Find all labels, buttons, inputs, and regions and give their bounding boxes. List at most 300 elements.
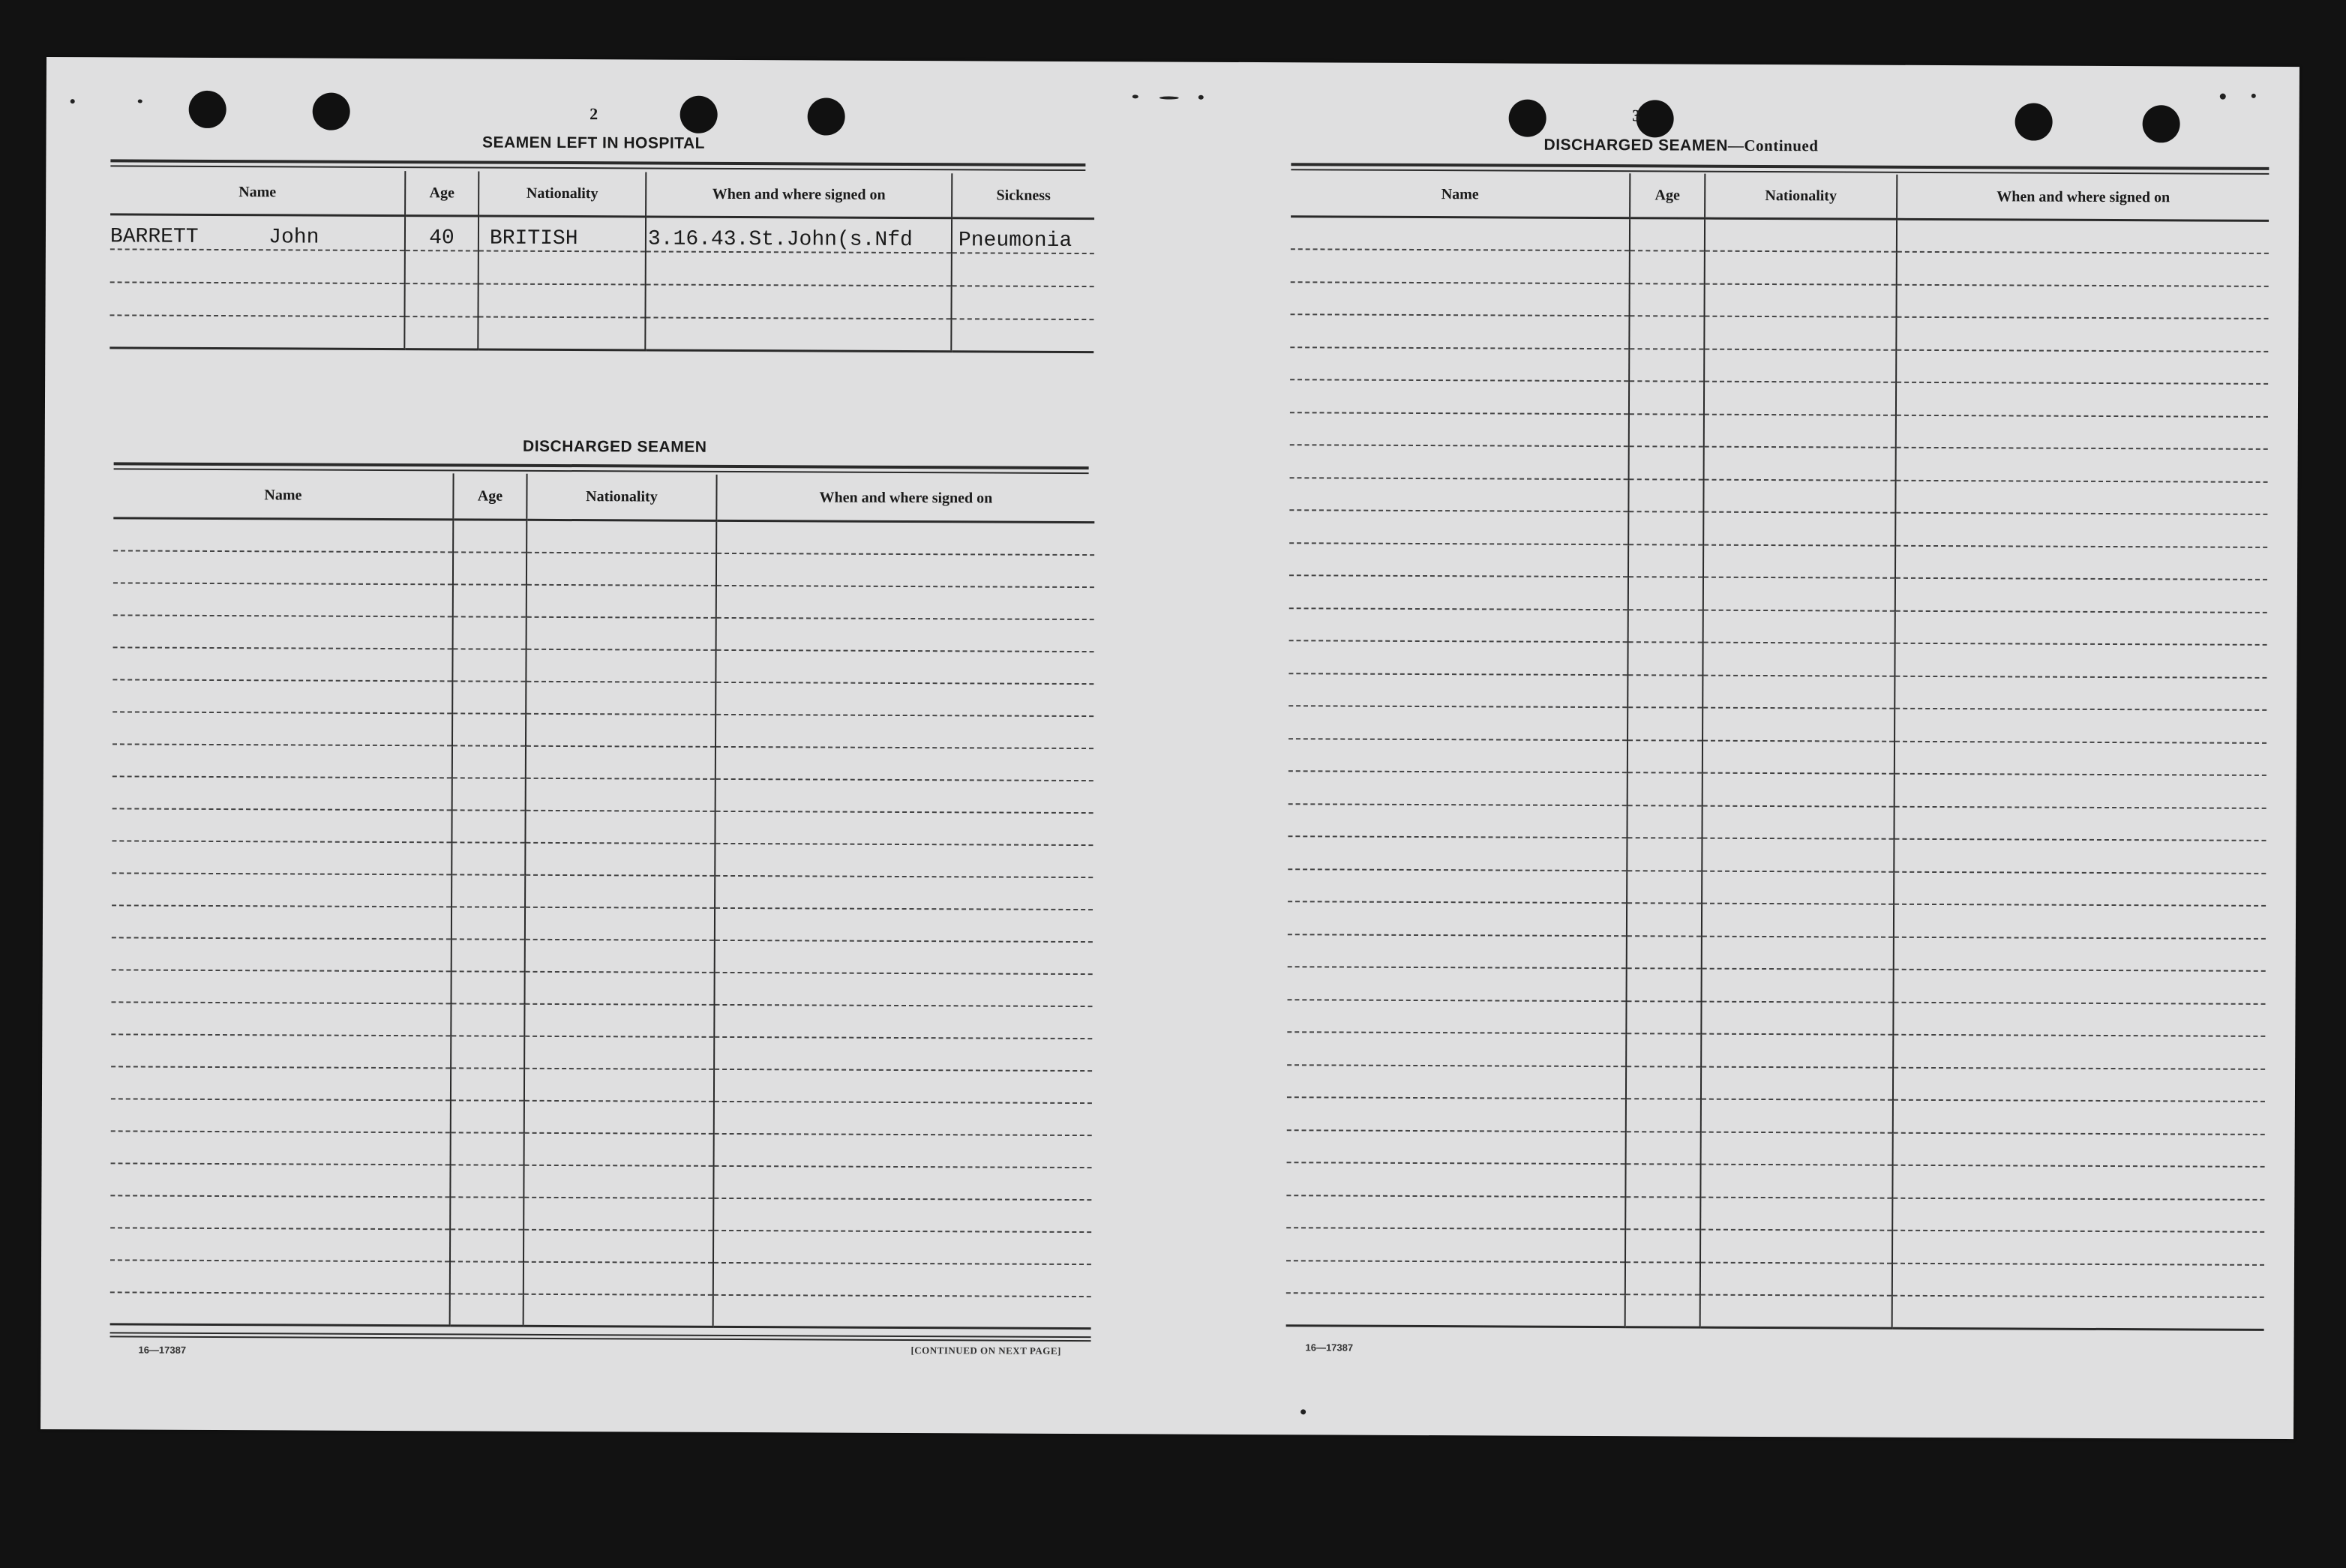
- table-cell: [1629, 316, 1704, 349]
- table-row: [1288, 771, 2266, 808]
- table-row: [112, 873, 1093, 910]
- table-cell: [451, 971, 524, 1003]
- form-number: 16—17387: [138, 1344, 187, 1356]
- table-row: [112, 776, 1094, 813]
- seaman-sickness: Pneumonia: [952, 218, 1094, 253]
- table-cell: [526, 552, 716, 585]
- table-cell: [1628, 610, 1703, 643]
- column-header-age: Age: [405, 171, 478, 216]
- table-row: [1291, 282, 2269, 319]
- table-row: [113, 518, 1094, 555]
- table-cell: [524, 1068, 714, 1101]
- table-cell: [1288, 739, 1628, 772]
- table-cell: [1288, 869, 1627, 903]
- table-cell: [1288, 967, 1627, 1000]
- table-cell: [1894, 709, 2266, 743]
- discharged-section-title: DISCHARGED SEAMEN: [523, 437, 707, 456]
- discharged-table: [110, 472, 1095, 1330]
- table-cell: [1894, 904, 2266, 939]
- table-cell: [1894, 806, 2266, 841]
- table-cell: [1705, 283, 1897, 317]
- table-row: [1288, 706, 2266, 742]
- table-cell: [1287, 1000, 1626, 1033]
- table-cell: [526, 584, 716, 617]
- column-header-name: Name: [1291, 172, 1630, 217]
- title-rule: [110, 159, 1085, 171]
- table-cell: [452, 810, 525, 842]
- page-number: 3: [1632, 106, 1641, 125]
- form-number: 16—17387: [1305, 1342, 1354, 1354]
- table-cell: [112, 970, 452, 1003]
- table-cell: [1288, 804, 1627, 838]
- table-row: [110, 1260, 1091, 1297]
- table-cell: [1288, 640, 1628, 674]
- table-row: [111, 1002, 1092, 1039]
- table-cell: [1895, 578, 2267, 613]
- column-header-nationality: Nationality: [526, 474, 716, 521]
- table-cell: [1894, 676, 2266, 710]
- table-cell: [524, 1100, 714, 1133]
- table-cell: [1290, 347, 1629, 381]
- table-cell: [1628, 577, 1703, 610]
- table-row: [1288, 836, 2266, 873]
- table-cell: [526, 713, 716, 746]
- table-cell: [1289, 608, 1628, 642]
- table-cell: [1627, 805, 1702, 838]
- table-row: [1288, 869, 2266, 906]
- table-row: [110, 249, 1094, 286]
- table-row: [112, 744, 1094, 781]
- table-cell: [716, 778, 1094, 812]
- table-cell: [715, 940, 1093, 973]
- table-row: [1291, 249, 2269, 286]
- table-row: [1287, 1032, 2265, 1069]
- table-row: [112, 937, 1093, 974]
- table-cell: [1892, 1165, 2264, 1200]
- table-cell: [450, 1294, 524, 1326]
- table-cell: [715, 843, 1093, 877]
- table-cell: [1288, 771, 1628, 805]
- table-row: [1288, 640, 2266, 677]
- table-cell: [1896, 349, 2268, 384]
- table-cell: [452, 939, 525, 971]
- table-cell: [452, 842, 525, 874]
- discharged-header-row: [113, 472, 1094, 522]
- table-cell: [714, 1036, 1092, 1070]
- table-cell: [1289, 510, 1628, 544]
- table-row: [1286, 1162, 2264, 1199]
- table-row: [1290, 445, 2268, 481]
- table-cell: [452, 745, 526, 778]
- table-cell: [1895, 480, 2267, 514]
- table-row: [111, 1099, 1092, 1135]
- table-row: [1291, 217, 2269, 253]
- table-cell: [453, 552, 526, 584]
- table-cell: [715, 907, 1093, 941]
- table-row: [112, 679, 1094, 716]
- seaman-surname: BARRETT: [110, 224, 199, 249]
- table-cell: [1895, 610, 2267, 645]
- table-cell: [1700, 1295, 1892, 1329]
- table-cell: [1893, 1132, 2265, 1167]
- seaman-nationality: BRITISH: [478, 216, 646, 251]
- table-cell: [1702, 969, 1894, 1003]
- hospital-section-title: SEAMEN LEFT IN HOSPITAL: [482, 133, 706, 152]
- table-cell: [112, 905, 452, 939]
- table-cell: [1702, 773, 1894, 807]
- table-row: [1290, 379, 2268, 416]
- table-cell: [1702, 643, 1894, 676]
- table-cell: [716, 617, 1094, 651]
- seaman-name-cell: [110, 214, 405, 250]
- table-row: [110, 315, 1094, 352]
- table-cell: [110, 1260, 450, 1294]
- table-cell: [1629, 381, 1704, 414]
- table-cell: [714, 1133, 1092, 1167]
- table-cell: [1705, 218, 1897, 252]
- table-row: [1287, 1130, 2265, 1167]
- table-cell: [525, 939, 715, 972]
- table-cell: [1630, 250, 1705, 283]
- table-cell: [112, 776, 452, 810]
- table-row: [1288, 673, 2266, 710]
- table-cell: [113, 615, 453, 649]
- table-cell: [451, 1132, 524, 1165]
- table-row: [1290, 347, 2268, 384]
- table-cell: [1627, 936, 1702, 969]
- table-row: [113, 583, 1094, 619]
- table-cell: [714, 972, 1092, 1006]
- column-header-age: Age: [453, 473, 526, 520]
- table-row: [1289, 543, 2267, 580]
- table-row: [1289, 478, 2267, 514]
- table-cell: [716, 746, 1094, 780]
- table-cell: [110, 1292, 450, 1326]
- seaman-given-name: John: [268, 225, 320, 250]
- seaman-signed-on: 3.16.43.St.John(s.Nfd: [646, 217, 952, 253]
- column-header-sickness: Sickness: [952, 173, 1094, 218]
- table-row: [1286, 1228, 2264, 1264]
- table-row: [110, 1195, 1091, 1232]
- table-cell: [452, 778, 526, 810]
- table-row: [1289, 608, 2267, 645]
- table-cell: [1628, 511, 1703, 544]
- table-cell: [1896, 317, 2268, 352]
- table-cell: [524, 1036, 714, 1069]
- table-cell: [1290, 379, 1629, 413]
- table-cell: [1701, 1132, 1893, 1165]
- table-cell: [110, 1228, 450, 1261]
- table-cell: [1628, 772, 1702, 805]
- table-cell: [716, 714, 1094, 748]
- table-cell: [111, 1099, 451, 1132]
- column-header-nationality: Nationality: [478, 172, 646, 217]
- table-row: [112, 808, 1093, 845]
- table-cell: [110, 1195, 450, 1229]
- column-header-signed-on: When and where signed on: [716, 475, 1094, 523]
- table-cell: [1628, 479, 1703, 512]
- table-row: [110, 1228, 1091, 1264]
- table-row: [1288, 901, 2266, 938]
- table-row: [110, 214, 1094, 253]
- table-cell: [716, 682, 1094, 715]
- table-cell: [1895, 545, 2267, 580]
- table-cell: [1286, 1228, 1625, 1261]
- table-cell: [1704, 414, 1896, 448]
- table-cell: [1895, 513, 2267, 547]
- table-cell: [1894, 643, 2266, 678]
- column-header-name: Name: [113, 472, 453, 519]
- table-cell: [1627, 871, 1702, 904]
- table-cell: [112, 679, 452, 713]
- table-row: [1288, 739, 2266, 775]
- discharged-continued-table: [1286, 172, 2270, 1331]
- table-cell: [713, 1262, 1091, 1296]
- table-cell: [111, 1034, 451, 1068]
- right-title-text: DISCHARGED SEAMEN: [1544, 136, 1728, 154]
- table-cell: [112, 647, 452, 681]
- table-cell: [524, 1229, 713, 1262]
- table-cell: [1702, 740, 1894, 774]
- table-cell: [716, 520, 1094, 554]
- table-cell: [1702, 936, 1894, 970]
- hospital-header-row: [110, 169, 1094, 218]
- table-cell: [1896, 448, 2268, 482]
- table-cell: [112, 937, 452, 971]
- table-row: [111, 1066, 1092, 1103]
- table-cell: [1702, 904, 1894, 937]
- table-cell: [714, 1101, 1092, 1135]
- table-cell: [113, 550, 453, 584]
- table-cell: [1287, 1130, 1626, 1164]
- table-cell: [1629, 446, 1704, 479]
- right-title-suffix: —Continued: [1727, 136, 1819, 155]
- table-cell: [713, 1230, 1091, 1264]
- table-cell: [1290, 314, 1629, 348]
- table-cell: [1893, 1035, 2265, 1069]
- table-cell: [1893, 1100, 2265, 1135]
- table-cell: [1893, 1002, 2265, 1036]
- table-cell: [1286, 1162, 1625, 1196]
- table-cell: [112, 712, 452, 745]
- table-row: [1290, 412, 2268, 449]
- table-row: [1286, 1293, 2264, 1330]
- table-row: [113, 550, 1094, 587]
- table-row: [1288, 804, 2266, 841]
- table-cell: [1626, 1033, 1701, 1066]
- table-cell: [715, 875, 1093, 909]
- table-cell: [451, 1003, 524, 1036]
- table-cell: [1894, 774, 2266, 808]
- table-cell: [450, 1197, 524, 1229]
- table-cell: [1896, 382, 2268, 417]
- table-cell: [113, 583, 453, 616]
- table-cell: [1892, 1263, 2264, 1297]
- seaman-age: 40: [405, 216, 478, 250]
- table-cell: [1288, 934, 1627, 968]
- table-cell: [1286, 1261, 1625, 1294]
- table-cell: [1894, 839, 2266, 874]
- right-section-title: [1523, 136, 1838, 156]
- table-row: [1287, 1097, 2265, 1134]
- table-cell: [714, 1069, 1092, 1102]
- table-cell: [716, 553, 1094, 586]
- table-cell: [1894, 937, 2266, 971]
- table-cell: [524, 1165, 713, 1198]
- table-cell: [713, 1198, 1091, 1231]
- table-cell: [1702, 708, 1894, 742]
- table-cell: [1896, 415, 2268, 449]
- table-cell: [524, 971, 714, 1004]
- table-row: [1289, 510, 2267, 547]
- table-cell: [453, 520, 526, 552]
- table-cell: [1289, 543, 1628, 577]
- table-cell: [450, 1261, 524, 1294]
- table-cell: [1290, 445, 1629, 478]
- column-header-name: Name: [110, 169, 405, 215]
- table-cell: [1894, 871, 2266, 906]
- table-cell: [1703, 512, 1895, 546]
- column-header-signed-on: When and where signed on: [1897, 175, 2269, 221]
- left-page: [40, 57, 1172, 1435]
- table-cell: [1629, 349, 1704, 382]
- table-cell: [1627, 968, 1702, 1001]
- table-cell: [1630, 218, 1705, 251]
- table-row: [1286, 1195, 2264, 1232]
- table-cell: [716, 649, 1094, 683]
- table-cell: [1897, 219, 2269, 253]
- table-cell: [451, 1100, 524, 1132]
- table-cell: [1629, 414, 1704, 447]
- table-row: [113, 615, 1094, 652]
- page-number: 2: [590, 104, 598, 124]
- table-cell: [1625, 1262, 1700, 1295]
- table-cell: [111, 1002, 451, 1036]
- table-row: [112, 970, 1093, 1006]
- table-cell: [1627, 838, 1702, 871]
- table-cell: [1289, 478, 1628, 511]
- table-cell: [1627, 903, 1702, 936]
- table-cell: [713, 1294, 1091, 1328]
- table-cell: [1287, 1065, 1626, 1099]
- table-cell: [452, 907, 525, 939]
- table-row: [1289, 575, 2267, 612]
- table-cell: [524, 1132, 714, 1165]
- table-cell: [1628, 675, 1702, 708]
- table-cell: [1701, 1066, 1893, 1100]
- table-cell: [715, 811, 1093, 844]
- table-cell: [1702, 675, 1894, 709]
- ledger-sheet: [40, 57, 2300, 1439]
- table-cell: [1705, 251, 1897, 285]
- table-cell: [1287, 1032, 1626, 1066]
- table-cell: [713, 1165, 1091, 1199]
- table-cell: [111, 1131, 451, 1165]
- table-cell: [1703, 610, 1895, 643]
- table-cell: [1700, 1197, 1892, 1231]
- table-cell: [714, 1004, 1092, 1038]
- table-cell: [1626, 1066, 1701, 1099]
- table-cell: [1625, 1294, 1700, 1327]
- table-cell: [1892, 1198, 2264, 1232]
- table-cell: [451, 1068, 524, 1100]
- table-cell: [525, 874, 715, 907]
- table-cell: [1626, 1132, 1701, 1165]
- table-cell: [1625, 1164, 1700, 1197]
- table-cell: [112, 841, 452, 874]
- table-cell: [716, 585, 1094, 619]
- table-cell: [1704, 316, 1896, 350]
- table-cell: [526, 520, 716, 553]
- table-row: [112, 647, 1094, 684]
- table-cell: [1628, 740, 1702, 773]
- table-cell: [1894, 741, 2266, 775]
- table-cell: [1288, 673, 1628, 707]
- right-page: [1166, 62, 2300, 1440]
- table-cell: [1704, 349, 1896, 382]
- table-cell: [1289, 575, 1628, 609]
- table-row: [110, 1163, 1091, 1200]
- table-cell: [111, 1066, 451, 1100]
- table-cell: [450, 1229, 524, 1261]
- table-cell: [526, 616, 716, 649]
- column-header-signed-on: When and where signed on: [646, 172, 952, 217]
- table-cell: [1703, 479, 1895, 513]
- table-cell: [525, 907, 715, 940]
- table-cell: [452, 874, 525, 907]
- table-row: [1290, 314, 2268, 351]
- column-header-age: Age: [1630, 173, 1705, 218]
- table-cell: [1291, 282, 1630, 316]
- table-cell: [1630, 283, 1705, 316]
- table-cell: [1291, 249, 1630, 283]
- table-cell: [1892, 1231, 2264, 1265]
- table-cell: [1626, 1099, 1701, 1132]
- table-row: [1287, 1065, 2265, 1102]
- table-cell: [1628, 544, 1703, 577]
- table-row: [1287, 1000, 2265, 1036]
- table-cell: [524, 1294, 713, 1327]
- table-cell: [1286, 1195, 1625, 1229]
- table-cell: [113, 518, 453, 552]
- table-cell: [1702, 871, 1894, 904]
- table-row: [111, 1131, 1092, 1168]
- table-cell: [1897, 252, 2269, 286]
- table-cell: [1700, 1230, 1892, 1264]
- bottom-rule: [110, 1332, 1091, 1342]
- table-row: [1286, 1261, 2264, 1297]
- table-cell: [453, 584, 526, 616]
- table-row: [1288, 934, 2266, 971]
- table-cell: [1625, 1197, 1700, 1230]
- table-cell: [1894, 970, 2266, 1004]
- table-cell: [1288, 706, 1628, 739]
- table-cell: [452, 681, 526, 713]
- table-cell: [1703, 544, 1895, 578]
- table-row: [112, 712, 1094, 748]
- table-cell: [526, 681, 716, 714]
- table-cell: [1626, 1001, 1701, 1034]
- table-row: [111, 1034, 1092, 1071]
- table-cell: [524, 1261, 713, 1294]
- table-cell: [1702, 838, 1894, 872]
- table-cell: [1704, 447, 1896, 481]
- table-cell: [1287, 1097, 1626, 1131]
- table-cell: [525, 842, 715, 875]
- table-cell: [1893, 1067, 2265, 1102]
- table-row: [110, 1292, 1091, 1329]
- table-cell: [1700, 1165, 1892, 1198]
